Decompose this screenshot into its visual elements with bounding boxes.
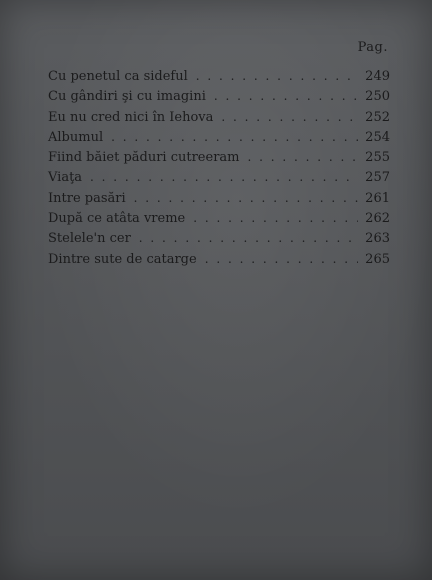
toc-entry-page: 261 xyxy=(365,190,390,206)
toc-entry-title: Albumul xyxy=(48,129,104,145)
dot-leader xyxy=(131,228,358,248)
toc-entry-page: 257 xyxy=(365,170,390,186)
toc-entry-page: 263 xyxy=(365,231,390,247)
toc-entry-title: Fiind băiet păduri cutreeram xyxy=(48,150,240,166)
toc-entry xyxy=(48,167,390,187)
toc-entry xyxy=(48,66,390,86)
dot-leader xyxy=(206,86,358,106)
toc-entry xyxy=(48,208,390,228)
dot-leader xyxy=(213,107,358,127)
toc-entry-page: 252 xyxy=(365,109,390,125)
toc-entry-title: Cu penetul ca sideful xyxy=(48,69,188,84)
toc-entry-title: Eu nu cred nici în Iehova xyxy=(48,109,214,125)
toc-entry-page: 262 xyxy=(365,211,390,227)
toc-entry xyxy=(48,147,390,167)
dot-leader xyxy=(239,147,358,167)
toc-entry-title: Cu gândiri şi cu imagini xyxy=(48,89,206,105)
toc-entry xyxy=(48,188,390,208)
dot-leader xyxy=(185,208,358,228)
toc-entry-page: 254 xyxy=(365,129,390,145)
toc-entry-page: 250 xyxy=(365,89,390,105)
toc-entry-title: Intre pasări xyxy=(48,190,126,206)
dot-leader xyxy=(188,66,358,86)
toc-entry-title: Viaţa xyxy=(48,170,83,186)
page-column-header: Pag. xyxy=(357,40,388,55)
dot-leader xyxy=(126,188,358,208)
toc-entry-title: După ce atâta vreme xyxy=(48,211,186,227)
dot-leader xyxy=(82,167,358,187)
toc-entry xyxy=(48,249,390,269)
table-of-contents xyxy=(48,66,390,269)
toc-entry-title: Stelele'n cer xyxy=(48,231,131,247)
toc-entry-page: 265 xyxy=(365,251,390,267)
dot-leader xyxy=(197,249,358,269)
toc-entry xyxy=(48,107,390,127)
toc-entry-page: 249 xyxy=(365,69,390,84)
toc-entry xyxy=(48,86,390,106)
toc-entry xyxy=(48,127,390,147)
toc-entry-page: 255 xyxy=(365,150,390,166)
toc-entry xyxy=(48,228,390,248)
dot-leader xyxy=(103,127,358,147)
toc-entry-title: Dintre sute de catarge xyxy=(48,251,197,267)
